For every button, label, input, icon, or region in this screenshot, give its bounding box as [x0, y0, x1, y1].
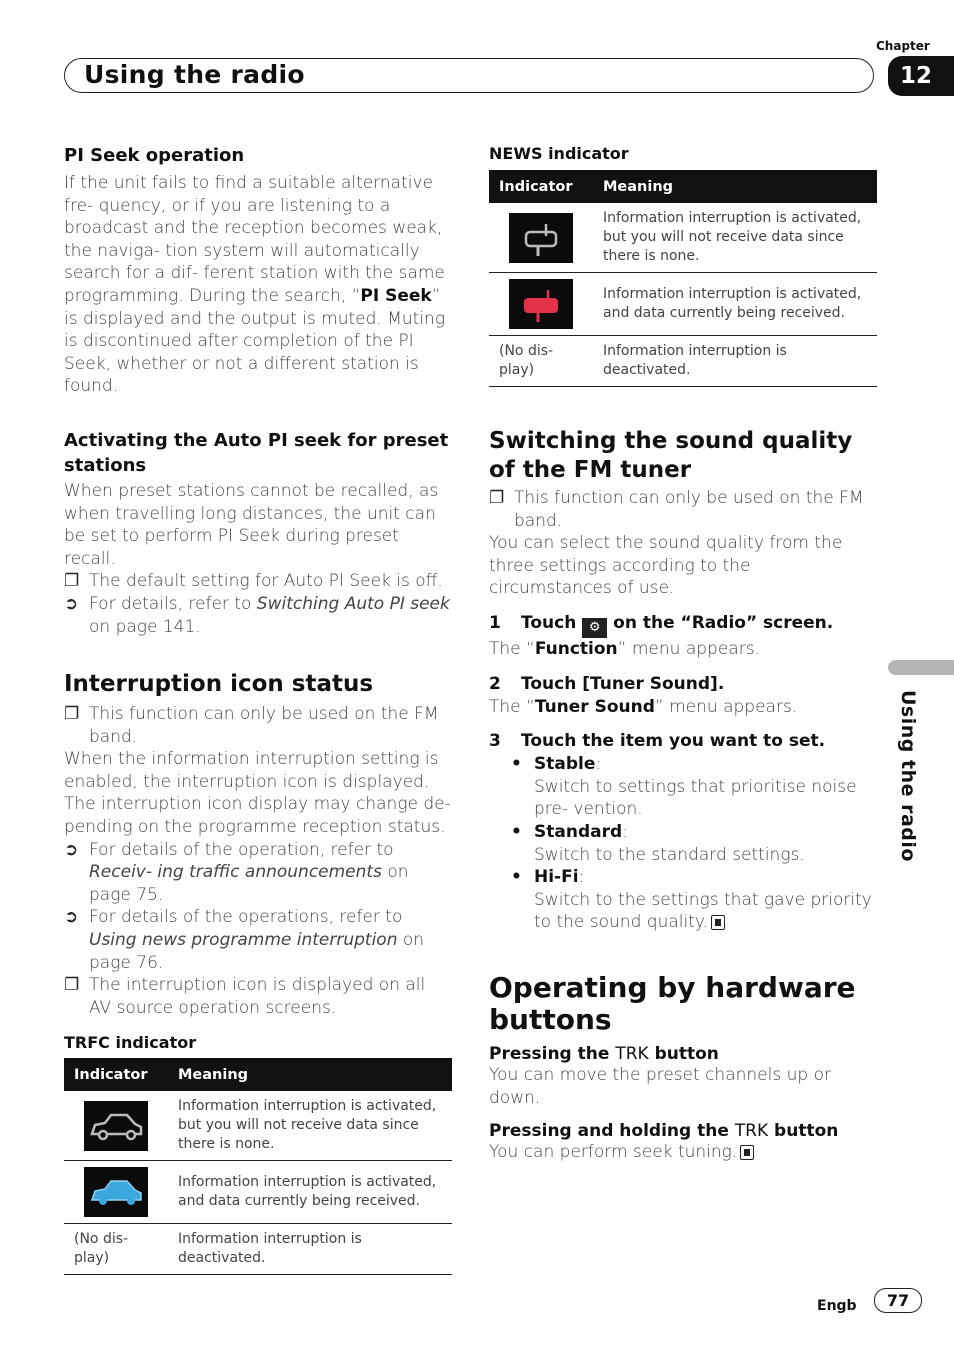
language-code: Engb	[817, 1298, 857, 1314]
table-row	[64, 1161, 452, 1224]
arrow-icon: ➲	[64, 907, 79, 928]
icon-status-heading: Interruption icon status	[64, 671, 374, 698]
hardware-sub1: Pressing the TRK button	[489, 1043, 719, 1064]
option-standard: • Standard: Switch to the standard settings.	[511, 821, 805, 865]
icon-status-note2: ❐ The interruption icon is displayed on all AV source operation screens.	[64, 975, 426, 1018]
meaning-cell: Information interruption is deactivated.	[168, 1224, 452, 1275]
option-hifi: • Hi-Fi: Switch to the settings that gave priority to the sound quality.	[511, 867, 872, 933]
sound-quality-heading: Switching the sound quality of the FM tuner	[489, 428, 853, 483]
hardware-heading: Operating by hardware buttons	[489, 970, 856, 1036]
side-tab-bar	[888, 660, 954, 675]
page-title: Using the radio	[84, 60, 305, 89]
car-outline-icon	[84, 1101, 148, 1151]
end-mark-icon	[711, 915, 725, 930]
meaning-cell: Information interruption is activated, but you will not receive data since there is none.	[168, 1091, 452, 1161]
step-3: 3 Touch the item you want to set.	[489, 731, 826, 752]
arrow-icon: ➲	[64, 839, 79, 860]
mailbox-filled-red-icon	[509, 279, 573, 329]
chapter-label: Chapter	[876, 39, 930, 53]
auto-pi-ref: ➲ For details, refer to Switching Auto PI seek on page 141.	[64, 593, 450, 637]
auto-pi-heading: Activating the Auto PI seek for preset stations	[64, 429, 449, 476]
checkbox-icon: ❐	[64, 975, 80, 996]
icon-status-ref2: ➲ For details of the operations, refer to Using news programme interruption on page 76.	[64, 907, 425, 973]
car-filled-blue-icon	[84, 1167, 148, 1217]
auto-pi-note: ❐ The default setting for Auto PI Seek is off.	[64, 571, 443, 592]
meaning-cell: Information interruption is deactivated.	[593, 336, 877, 387]
table-row	[489, 336, 877, 387]
col-meaning: Meaning	[168, 1058, 452, 1091]
step-1-result: The “Function” menu appears.	[489, 638, 760, 659]
icon-status-note1: ❐ This function can only be used on the FM band.	[64, 704, 439, 747]
icon-status-paragraph: When the information interruption setting is enabled, the interruption icon is displayed. The interruption icon display may change de- pending on the programme reception status.	[64, 749, 451, 838]
table-row	[64, 1091, 452, 1161]
end-mark-icon	[740, 1145, 754, 1160]
col-indicator: Indicator	[64, 1058, 168, 1091]
right-column	[489, 144, 877, 1164]
meaning-cell: Information interruption is activated, and data currently being received.	[168, 1161, 452, 1224]
step-1: 1 Touch ⚙ on the “Radio” screen.	[489, 612, 877, 638]
checkbox-icon: ❐	[64, 704, 80, 725]
auto-pi-paragraph: When preset stations cannot be recalled, as when travelling long distances, the unit can be set to perform PI Seek during preset recall.	[64, 480, 439, 569]
indicator-cell: (No dis- play)	[489, 336, 593, 387]
table-row	[489, 273, 877, 336]
checkbox-icon: ❐	[64, 571, 80, 592]
page-number: 77	[874, 1288, 922, 1313]
pi-seek-heading: PI Seek operation	[64, 145, 245, 166]
step-2: 2 Touch [Tuner Sound].	[489, 673, 725, 694]
mailbox-outline-icon	[509, 213, 573, 263]
sound-quality-paragraph: You can select the sound quality from the three settings according to the circumstances of use.	[489, 533, 843, 599]
trfc-title: TRFC indicator	[64, 1033, 197, 1053]
meaning-cell: Information interruption is activated, and data currently being received.	[593, 273, 877, 336]
sound-quality-note: ❐ This function can only be used on the FM band.	[489, 488, 864, 531]
icon-status-ref1: ➲ For details of the operation, refer to Receiv- ing traffic announcements on page 75.	[64, 839, 409, 905]
table-header-row	[489, 170, 877, 203]
meaning-cell: Information interruption is activated, but you will not receive data since there is none.	[593, 203, 877, 273]
table-row	[489, 203, 877, 273]
arrow-icon: ➲	[64, 593, 79, 614]
hardware-p1: You can move the preset channels up or down.	[489, 1064, 831, 1108]
table-row	[64, 1224, 452, 1275]
col-indicator: Indicator	[489, 170, 593, 203]
hardware-sub2: Pressing and holding the TRK button	[489, 1121, 839, 1142]
hardware-p2: You can perform seek tuning.	[489, 1141, 877, 1164]
col-meaning: Meaning	[593, 170, 877, 203]
side-tab-label: Using the radio	[897, 690, 919, 862]
settings-gear-icon: ⚙	[582, 618, 607, 638]
trfc-table	[64, 1058, 452, 1275]
left-column	[64, 143, 452, 1275]
table-header-row	[64, 1058, 452, 1091]
chapter-number: 12	[888, 56, 954, 96]
indicator-cell: (No dis- play)	[64, 1224, 168, 1275]
pi-seek-paragraph: If the unit fails to find a suitable alternative fre- quency, or if you are listening to a broadcast and the reception becomes weak, the naviga- tion system will automatically search for a dif- ferent station with the same programming. During the search, “PI Seek” is displayed and the output is muted. Muting is discontinued after completion of the PI Seek, whether or not a different station is found.	[64, 173, 446, 397]
step-2-result: The “Tuner Sound” menu appears.	[489, 696, 798, 717]
news-table	[489, 170, 877, 387]
option-stable: • Stable: Switch to settings that prioritise noise pre- vention.	[511, 754, 857, 820]
news-title: NEWS indicator	[489, 144, 629, 163]
checkbox-icon: ❐	[489, 488, 505, 508]
